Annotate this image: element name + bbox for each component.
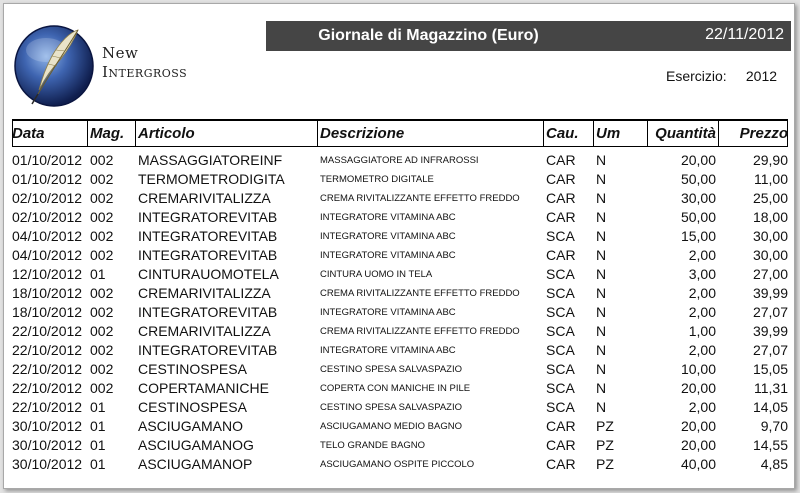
table-row (4, 169, 794, 188)
cell-causale: CAR (546, 418, 576, 434)
header-rule-bottom (12, 146, 788, 147)
cell-prezzo: 11,31 (754, 380, 788, 396)
cell-descrizione: CREMA RIVITALIZZANTE EFFETTO FREDDO (320, 326, 520, 337)
table-row (4, 321, 794, 340)
cell-data: 04/10/2012 (12, 247, 83, 263)
fiscal-year-value: 2012 (745, 68, 778, 84)
cell-mag: 002 (90, 171, 114, 187)
cell-prezzo: 27,00 (752, 266, 788, 282)
cell-articolo: TERMOMETRODIGITA (138, 171, 285, 187)
column-header-mag: Mag. (90, 125, 125, 142)
cell-articolo: INTEGRATOREVITAB (138, 228, 278, 244)
cell-mag: 01 (90, 456, 106, 472)
cell-data: 02/10/2012 (12, 209, 83, 225)
cell-articolo: ASCIUGAMANO (138, 418, 244, 434)
cell-descrizione: CINTURA UOMO IN TELA (320, 269, 433, 280)
column-divider (543, 121, 544, 146)
cell-prezzo: 9,70 (760, 418, 788, 434)
report-date: 22/11/2012 (705, 26, 784, 43)
cell-data: 30/10/2012 (12, 456, 83, 472)
report-title: Giornale di Magazzino (Euro) (318, 27, 539, 44)
cell-data: 22/10/2012 (12, 399, 83, 415)
cell-quantita: 3,00 (688, 266, 716, 282)
cell-um: N (596, 209, 607, 225)
cell-quantita: 40,00 (680, 456, 716, 472)
column-header-quantita: Quantità (655, 125, 716, 142)
column-divider (135, 121, 136, 146)
cell-descrizione: CESTINO SPESA SALVASPAZIO (320, 402, 463, 413)
cell-mag: 002 (90, 152, 114, 168)
cell-data: 18/10/2012 (12, 285, 83, 301)
column-header-descrizione: Descrizione (320, 125, 405, 142)
cell-data: 12/10/2012 (12, 266, 83, 282)
cell-um: N (596, 342, 607, 358)
cell-mag: 002 (90, 323, 114, 339)
cell-mag: 002 (90, 247, 114, 263)
cell-mag: 002 (90, 228, 114, 244)
column-header-um: Um (596, 125, 621, 142)
cell-mag: 002 (90, 304, 114, 320)
cell-causale: CAR (546, 247, 576, 263)
cell-mag: 002 (90, 342, 114, 358)
cell-um: PZ (596, 418, 614, 434)
cell-descrizione: INTEGRATORE VITAMINA ABC (320, 307, 456, 318)
cell-descrizione: CREMA RIVITALIZZANTE EFFETTO FREDDO (320, 288, 520, 299)
cell-descrizione: INTEGRATORE VITAMINA ABC (320, 250, 456, 261)
cell-causale: CAR (546, 152, 576, 168)
report-page (3, 3, 795, 489)
cell-causale: CAR (546, 456, 576, 472)
cell-articolo: CESTINOSPESA (138, 399, 247, 415)
table-row (4, 340, 794, 359)
cell-mag: 002 (90, 380, 114, 396)
table-row (4, 435, 794, 454)
cell-quantita: 50,00 (680, 209, 716, 225)
column-header-data: Data (12, 125, 45, 142)
cell-causale: CAR (546, 171, 576, 187)
cell-descrizione: TERMOMETRO DIGITALE (320, 174, 434, 185)
cell-quantita: 10,00 (680, 361, 716, 377)
cell-causale: SCA (546, 323, 575, 339)
cell-prezzo: 18,00 (752, 209, 788, 225)
table-row (4, 378, 794, 397)
quill-globe-icon (12, 20, 96, 108)
cell-prezzo: 11,00 (754, 171, 788, 187)
cell-um: N (596, 399, 607, 415)
cell-um: N (596, 380, 607, 396)
cell-mag: 01 (90, 399, 106, 415)
cell-prezzo: 27,07 (752, 304, 788, 320)
cell-causale: SCA (546, 361, 575, 377)
cell-descrizione: INTEGRATORE VITAMINA ABC (320, 231, 456, 242)
cell-quantita: 1,00 (688, 323, 716, 339)
cell-descrizione: CESTINO SPESA SALVASPAZIO (320, 364, 463, 375)
cell-causale: SCA (546, 380, 575, 396)
column-divider (87, 121, 88, 146)
cell-causale: SCA (546, 342, 575, 358)
cell-mag: 002 (90, 209, 114, 225)
cell-prezzo: 25,00 (752, 190, 788, 206)
table-row (4, 416, 794, 435)
cell-data: 04/10/2012 (12, 228, 83, 244)
cell-um: N (596, 323, 607, 339)
cell-mag: 01 (90, 418, 106, 434)
column-divider (317, 121, 318, 146)
cell-causale: CAR (546, 437, 576, 453)
cell-articolo: INTEGRATOREVITAB (138, 304, 278, 320)
cell-articolo: CREMARIVITALIZZA (138, 323, 271, 339)
cell-prezzo: 39,99 (752, 323, 788, 339)
cell-prezzo: 14,05 (752, 399, 788, 415)
cell-articolo: MASSAGGIATOREINF (138, 152, 283, 168)
cell-quantita: 2,00 (688, 247, 716, 263)
table-row (4, 207, 794, 226)
cell-descrizione: ASCIUGAMANO MEDIO BAGNO (320, 421, 462, 432)
cell-prezzo: 30,00 (752, 247, 788, 263)
cell-um: PZ (596, 456, 614, 472)
column-header-prezzo: Prezzo (739, 125, 788, 142)
fiscal-year (666, 68, 777, 84)
table-row (4, 283, 794, 302)
cell-articolo: CREMARIVITALIZZA (138, 285, 271, 301)
cell-data: 22/10/2012 (12, 323, 83, 339)
cell-articolo: CREMARIVITALIZZA (138, 190, 271, 206)
table-row (4, 226, 794, 245)
cell-articolo: INTEGRATOREVITAB (138, 342, 278, 358)
cell-data: 22/10/2012 (12, 342, 83, 358)
cell-articolo: CESTINOSPESA (138, 361, 247, 377)
table-row (4, 397, 794, 416)
cell-quantita: 20,00 (680, 418, 716, 434)
cell-causale: SCA (546, 285, 575, 301)
cell-causale: SCA (546, 304, 575, 320)
cell-articolo: ASCIUGAMANOG (138, 437, 254, 453)
cell-data: 01/10/2012 (12, 171, 83, 187)
cell-descrizione: COPERTA CON MANICHE IN PILE (320, 383, 471, 394)
cell-descrizione: ASCIUGAMANO OSPITE PICCOLO (320, 459, 475, 470)
cell-quantita: 20,00 (680, 437, 716, 453)
cell-descrizione: MASSAGGIATORE AD INFRAROSSI (320, 155, 479, 166)
cell-um: PZ (596, 437, 614, 453)
cell-causale: SCA (546, 228, 575, 244)
cell-um: N (596, 266, 607, 282)
cell-quantita: 30,00 (680, 190, 716, 206)
cell-quantita: 2,00 (688, 304, 716, 320)
cell-articolo: INTEGRATOREVITAB (138, 209, 278, 225)
cell-descrizione: INTEGRATORE VITAMINA ABC (320, 345, 456, 356)
movements-table (4, 150, 794, 473)
cell-um: N (596, 247, 607, 263)
cell-causale: CAR (546, 190, 576, 206)
cell-mag: 01 (90, 437, 106, 453)
cell-um: N (596, 285, 607, 301)
cell-data: 30/10/2012 (12, 437, 83, 453)
cell-prezzo: 30,00 (752, 228, 788, 244)
cell-quantita: 2,00 (688, 285, 716, 301)
cell-mag: 01 (90, 266, 106, 282)
cell-data: 30/10/2012 (12, 418, 83, 434)
cell-data: 22/10/2012 (12, 380, 83, 396)
table-row (4, 150, 794, 169)
cell-data: 02/10/2012 (12, 190, 83, 206)
cell-data: 22/10/2012 (12, 361, 83, 377)
cell-causale: SCA (546, 399, 575, 415)
header-rule-top (12, 119, 788, 121)
cell-prezzo: 27,07 (752, 342, 788, 358)
cell-um: N (596, 361, 607, 377)
cell-causale: SCA (546, 266, 575, 282)
cell-mag: 002 (90, 285, 114, 301)
table-row (4, 302, 794, 321)
cell-um: N (596, 152, 607, 168)
cell-articolo: INTEGRATOREVITAB (138, 247, 278, 263)
cell-data: 01/10/2012 (12, 152, 83, 168)
cell-quantita: 50,00 (680, 171, 716, 187)
fiscal-year-label: Esercizio: (666, 68, 727, 84)
table-row (4, 264, 794, 283)
cell-data: 18/10/2012 (12, 304, 83, 320)
cell-descrizione: CREMA RIVITALIZZANTE EFFETTO FREDDO (320, 193, 520, 204)
cell-descrizione: INTEGRATORE VITAMINA ABC (320, 212, 456, 223)
cell-um: N (596, 171, 607, 187)
cell-prezzo: 15,05 (752, 361, 788, 377)
cell-prezzo: 29,90 (752, 152, 788, 168)
cell-um: N (596, 190, 607, 206)
cell-um: N (596, 228, 607, 244)
cell-quantita: 2,00 (688, 399, 716, 415)
table-row (4, 454, 794, 473)
cell-mag: 002 (90, 190, 114, 206)
cell-mag: 002 (90, 361, 114, 377)
cell-prezzo: 39,99 (752, 285, 788, 301)
column-header-articolo: Articolo (138, 125, 195, 142)
table-row (4, 188, 794, 207)
cell-prezzo: 4,85 (760, 456, 788, 472)
cell-articolo: COPERTAMANICHE (138, 380, 269, 396)
table-row (4, 359, 794, 378)
cell-um: N (596, 304, 607, 320)
cell-quantita: 20,00 (680, 380, 716, 396)
cell-descrizione: TELO GRANDE BAGNO (320, 440, 426, 451)
cell-prezzo: 14,55 (752, 437, 788, 453)
report-title-bar (266, 21, 791, 51)
cell-articolo: ASCIUGAMANOP (138, 456, 253, 472)
cell-causale: CAR (546, 209, 576, 225)
column-header-causale: Cau. (546, 125, 579, 142)
cell-quantita: 2,00 (688, 342, 716, 358)
column-divider (593, 121, 594, 146)
company-name: New Intergross (102, 44, 188, 81)
cell-articolo: CINTURAUOMOTELA (138, 266, 279, 282)
cell-quantita: 20,00 (680, 152, 716, 168)
table-row (4, 245, 794, 264)
cell-quantita: 15,00 (680, 228, 716, 244)
